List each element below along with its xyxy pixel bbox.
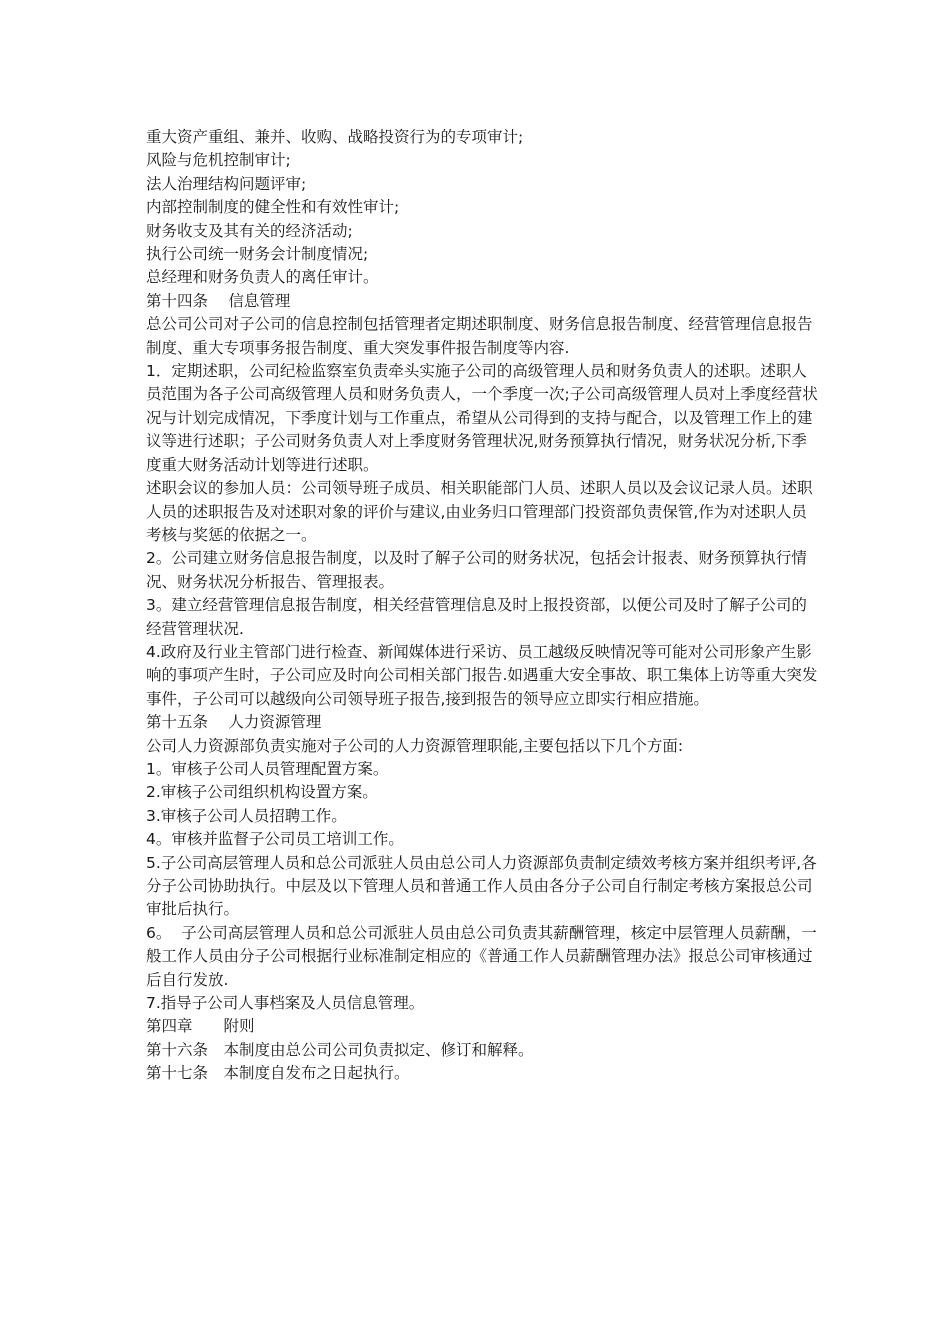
list-item: 执行公司统一财务会计制度情况; bbox=[146, 245, 369, 264]
document-body bbox=[146, 126, 818, 1086]
paragraph: 总公司公司对子公司的信息控制包括管理者定期述职制度、财务信息报告制度、经营管理信息报告制度、重大专项事务报告制度、重大突发事件报告制度等内容. bbox=[146, 315, 813, 357]
list-item: 风险与危机控制审计; bbox=[146, 151, 291, 170]
numbered-item: 4。审核并监督子公司员工培训工作。 bbox=[146, 830, 404, 849]
numbered-item: 3.审核子公司人员招聘工作。 bbox=[146, 806, 347, 825]
numbered-item: 1。审核子公司人员管理配置方案。 bbox=[146, 759, 389, 778]
numbered-item: 3。建立经营管理信息报告制度，相关经营管理信息及时上报投资部，以便公司及时了解子公司的经营管理状况. bbox=[146, 596, 807, 638]
article-heading: 第十五条 人力资源管理 bbox=[146, 713, 322, 732]
paragraph: 述职会议的参加人员：公司领导班子成员、相关职能部门人员、述职人员以及会议记录人员。述职人员的述职报告及对述职对象的评价与建议,由业务归口管理部门投资部负责保管,作为对述职人员考核与奖惩的依据之一。 bbox=[146, 479, 813, 544]
numbered-item: 2.审核子公司组织机构设置方案。 bbox=[146, 783, 378, 802]
list-item: 内部控制制度的健全性和有效性审计; bbox=[146, 198, 400, 217]
numbered-item: 7.指导子公司人事档案及人员信息管理。 bbox=[146, 994, 425, 1013]
numbered-item: 1．定期述职，公司纪检监察室负责牵头实施子公司的高级管理人员和财务负责人的述职。述职人员范围为各子公司高级管理人员和财务负责人，一个季度一次;子公司高级管理人员对上季度经营状况与计划完成情况，下季度计划与工作重点，希望从公司得到的支持与配合，以及管理工作上的建议等进行述职；子公司财务负责人对上季度财务管理状况,财务预算执行情况，财务状况分析,下季度重大财务活动计划等进行述职。 bbox=[146, 362, 818, 474]
article-heading: 第十四条 信息管理 bbox=[146, 291, 291, 310]
list-item: 财务收支及其有关的经济活动; bbox=[146, 221, 353, 240]
list-item: 法人治理结构问题评审; bbox=[146, 174, 307, 193]
numbered-item: 2。公司建立财务信息报告制度，以及时了解子公司的财务状况，包括会计报表、财务预算执行情况、财务状况分析报告、管理报表。 bbox=[146, 549, 807, 591]
article-heading: 第十六条 本制度由总公司公司负责拟定、修订和解释。 bbox=[146, 1040, 534, 1059]
list-item: 重大资产重组、兼并、收购、战略投资行为的专项审计; bbox=[146, 128, 524, 146]
numbered-item: 6。 子公司高层管理人员和总公司派驻人员由总公司负责其薪酬管理，核定中层管理人员薪酬，一般工作人员由分子公司根据行业标准制定相应的《普通工作人员薪酬管理办法》报总公司审核通过后自行发放. bbox=[146, 923, 817, 989]
paragraph: 公司人力资源部负责实施对子公司的人力资源管理职能,主要包括以下几个方面: bbox=[146, 736, 684, 755]
chapter-heading: 第四章 附则 bbox=[146, 1017, 255, 1036]
list-item: 总经理和财务负责人的离任审计。 bbox=[146, 268, 379, 287]
article-heading: 第十七条 本制度自发布之日起执行。 bbox=[146, 1064, 410, 1083]
numbered-item: 5.子公司高层管理人员和总公司派驻人员由总公司人力资源部负责制定绩效考核方案并组织考评,各分子公司协助执行。中层及以下管理人员和普通工作人员由各分子公司自行制定考核方案报总公司审批后执行。 bbox=[146, 853, 817, 919]
numbered-item: 4.政府及行业主管部门进行检查、新闻媒体进行采访、员工越级反映情况等可能对公司形象产生影响的事项产生时，子公司应及时向公司相关部门报告.如遇重大安全事故、职工集体上访等重大突发事件，子公司可以越级向公司领导班子报告,接到报告的领导应立即实行相应措施。 bbox=[146, 642, 818, 708]
